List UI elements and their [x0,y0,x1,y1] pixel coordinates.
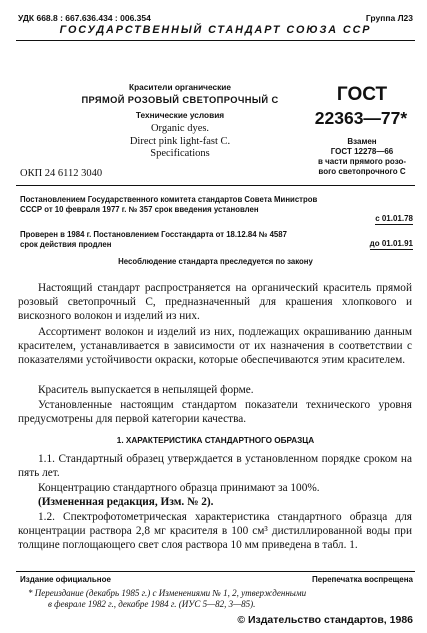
dye-category: Красители органические [129,82,231,92]
paragraph: 1.2. Спектрофотометрическая характеристика стандартного образца для концентрации раствора 2,8 мг красителя в 100 см³ дистиллированной воды при толщине поглощающего свет слоя раствора 10 мм приведена в табл. 1. [18,511,412,552]
banner: ГОСУДАРСТВЕННЫЙ СТАНДАРТ СОЮЗА ССР [59,24,372,36]
title-rule [16,185,415,186]
reprint-notice: Перепечатка воспрещена [312,575,413,584]
decree-line: Постановлением Государственного комитета стандартов Совета Министров [20,195,318,204]
amendment-note: (Измененная редакция, Изм. № 2). [38,496,214,508]
paragraph: Ассортимент волокон и изделий из них, подлежащих окрашиванию данным красителем, устанавливается в зависимости от их назначения в соответствии с показателями устойчивости окраски, которые обеспечиваются этим красителем. [18,326,412,367]
paragraph: Краситель выпускается в непылящей форме. [38,384,254,396]
reissue-line: в феврале 1982 г., декабре 1984 г. (ИУС 5—82, 3—85). [48,599,256,609]
header-rule [16,40,415,41]
paragraph: 1.1. Стандартный образец утверждается в установленном порядке сроком на пять лет. [18,453,412,480]
revision-line: Проверен в 1984 г. Постановлением Госстандарта от 18.12.84 № 4587 [20,230,287,239]
replaces-line: в части прямого розо- [317,157,407,166]
udk-code: УДК 668.8 : 667.636.434 : 006.354 [18,13,151,23]
paragraph: Установленные настоящим стандартом показатели технического уровня предусмотрены для первой категории качества. [18,399,412,426]
footer-rule [16,571,415,572]
revision-line: срок действия продлен [20,240,112,249]
legal-notice: Несоблюдение стандарта преследуется по закону [118,257,313,266]
official-edition: Издание официальное [20,575,111,584]
decree-line: СССР от 10 февраля 1977 г. № 357 срок введения установлен [20,205,259,214]
extended-date: до 01.01.91 [369,239,413,248]
revision-block [20,230,413,250]
section-heading: 1. ХАРАКТЕРИСТИКА СТАНДАРТНОГО ОБРАЗЦА [116,436,315,445]
dye-subtitle: Технические условия [135,110,225,120]
copyright: © Издательство стандартов, 1986 [237,614,413,626]
reissue-line: * Переиздание (декабрь 1985 г.) с Изменениями № 1, 2, утвержденными [28,588,307,598]
replaces-label: Взамен [347,137,377,146]
replaces-line: ГОСТ 12278—66 [330,147,394,156]
paragraph: Концентрацию стандартного образца принимают за 100%. [38,482,320,494]
decree-block [20,195,413,215]
paragraph: Настоящий стандарт распространяется на органический краситель прямой розовый светопрочный С, предназначенный для крашения хлопкового и вискозного волокон и изделий из них. [18,282,412,323]
english-title-line: Direct pink light-fast C. [129,135,231,147]
reissue-note [28,588,413,610]
effective-date: с 01.01.78 [375,214,413,223]
gost-label: ГОСТ [336,84,388,105]
replaces-line: вого светопрочного С [318,167,406,176]
english-title-line: Organic dyes. [150,123,210,134]
group-code: Группа Л23 [365,13,413,23]
dye-name: ПРЯМОЙ РОЗОВЫЙ СВЕТОПРОЧНЫЙ С [81,95,279,105]
okp-code: ОКП 24 6112 3040 [20,168,103,179]
gost-number: 22363—77* [314,108,408,128]
replaces-block [312,137,412,177]
english-title-line: Specifications [150,148,210,159]
english-title [90,123,270,161]
